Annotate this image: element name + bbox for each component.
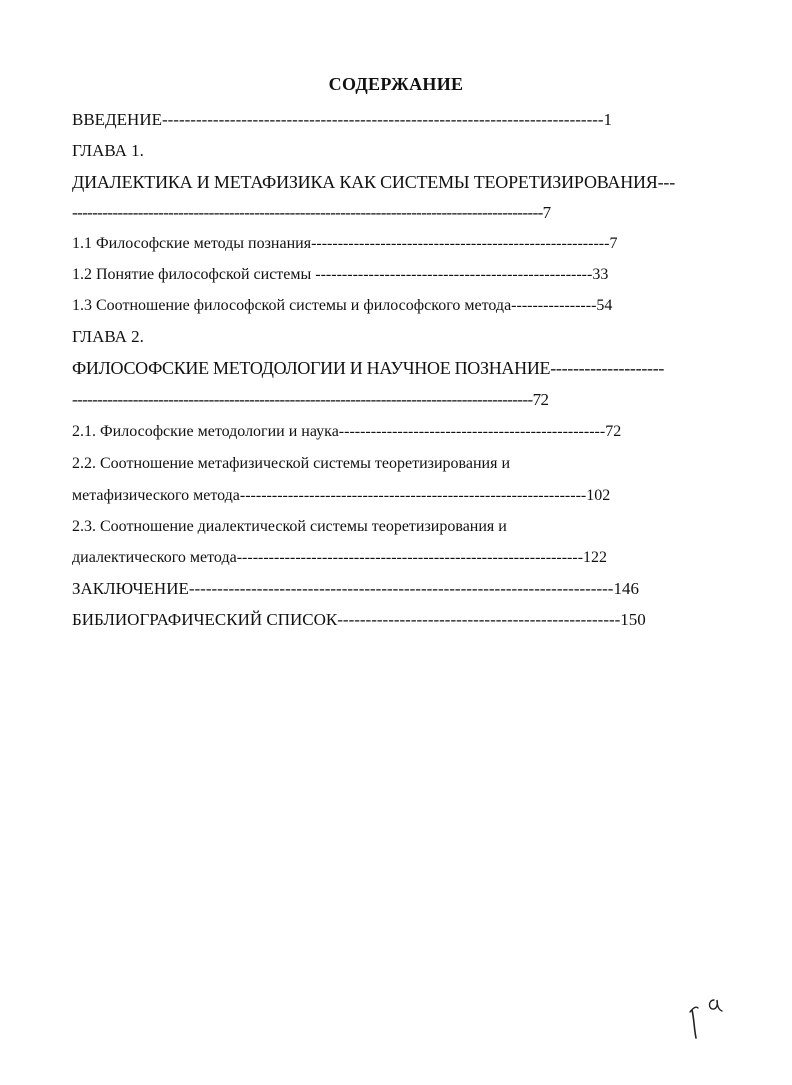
toc-entry-1-3: 1.3 Соотношение философской системы и философского метода----------------54	[72, 297, 613, 314]
toc-chapter-1-title: ДИАЛЕКТИКА И МЕТАФИЗИКА КАК СИСТЕМЫ ТЕОРЕТИЗИРОВАНИЯ---	[72, 172, 675, 192]
handwritten-page-mark	[684, 996, 730, 1040]
toc-entry-introduction: ВВЕДЕНИЕ------------------------------------------------------------------------------1	[72, 110, 613, 129]
toc-entry-1-2: 1.2 Понятие философской системы ----------------------------------------------------33	[72, 266, 609, 283]
toc-chapter-2-page: -------------------------------------------------------------------------------------------72	[72, 390, 549, 409]
toc-entry-bibliography: БИБЛИОГРАФИЧЕСКИЙ СПИСОК--------------------------------------------------150	[72, 610, 646, 629]
toc-chapter-1-heading: ГЛАВА 1.	[72, 141, 144, 160]
toc-entry-2-2-continued: метафизического метода-----------------------------------------------------------------102	[72, 487, 611, 504]
toc-entry-1-1: 1.1 Философские методы познания--------------------------------------------------------7	[72, 235, 618, 252]
toc-entry-2-3: 2.3. Соотношение диалектической системы теоретизирования и	[72, 518, 507, 535]
toc-entry-2-3-continued: диалектического метода-----------------------------------------------------------------122	[72, 549, 608, 566]
toc-chapter-2-title: ФИЛОСОФСКИЕ МЕТОДОЛОГИИ И НАУЧНОЕ ПОЗНАНИЕ--------------------	[72, 358, 665, 378]
toc-entry-conclusion: ЗАКЛЮЧЕНИЕ---------------------------------------------------------------------------146	[72, 579, 639, 598]
toc-chapter-2-heading: ГЛАВА 2.	[72, 327, 144, 346]
page-title: СОДЕРЖАНИЕ	[328, 74, 464, 94]
toc-entry-2-1: 2.1. Философские методологии и наука--------------------------------------------------72	[72, 423, 622, 440]
toc-chapter-1-page: ---------------------------------------------------------------------------------------------7	[72, 203, 551, 222]
toc-entry-2-2: 2.2. Соотношение метафизической системы теоретизирования и	[72, 455, 511, 472]
